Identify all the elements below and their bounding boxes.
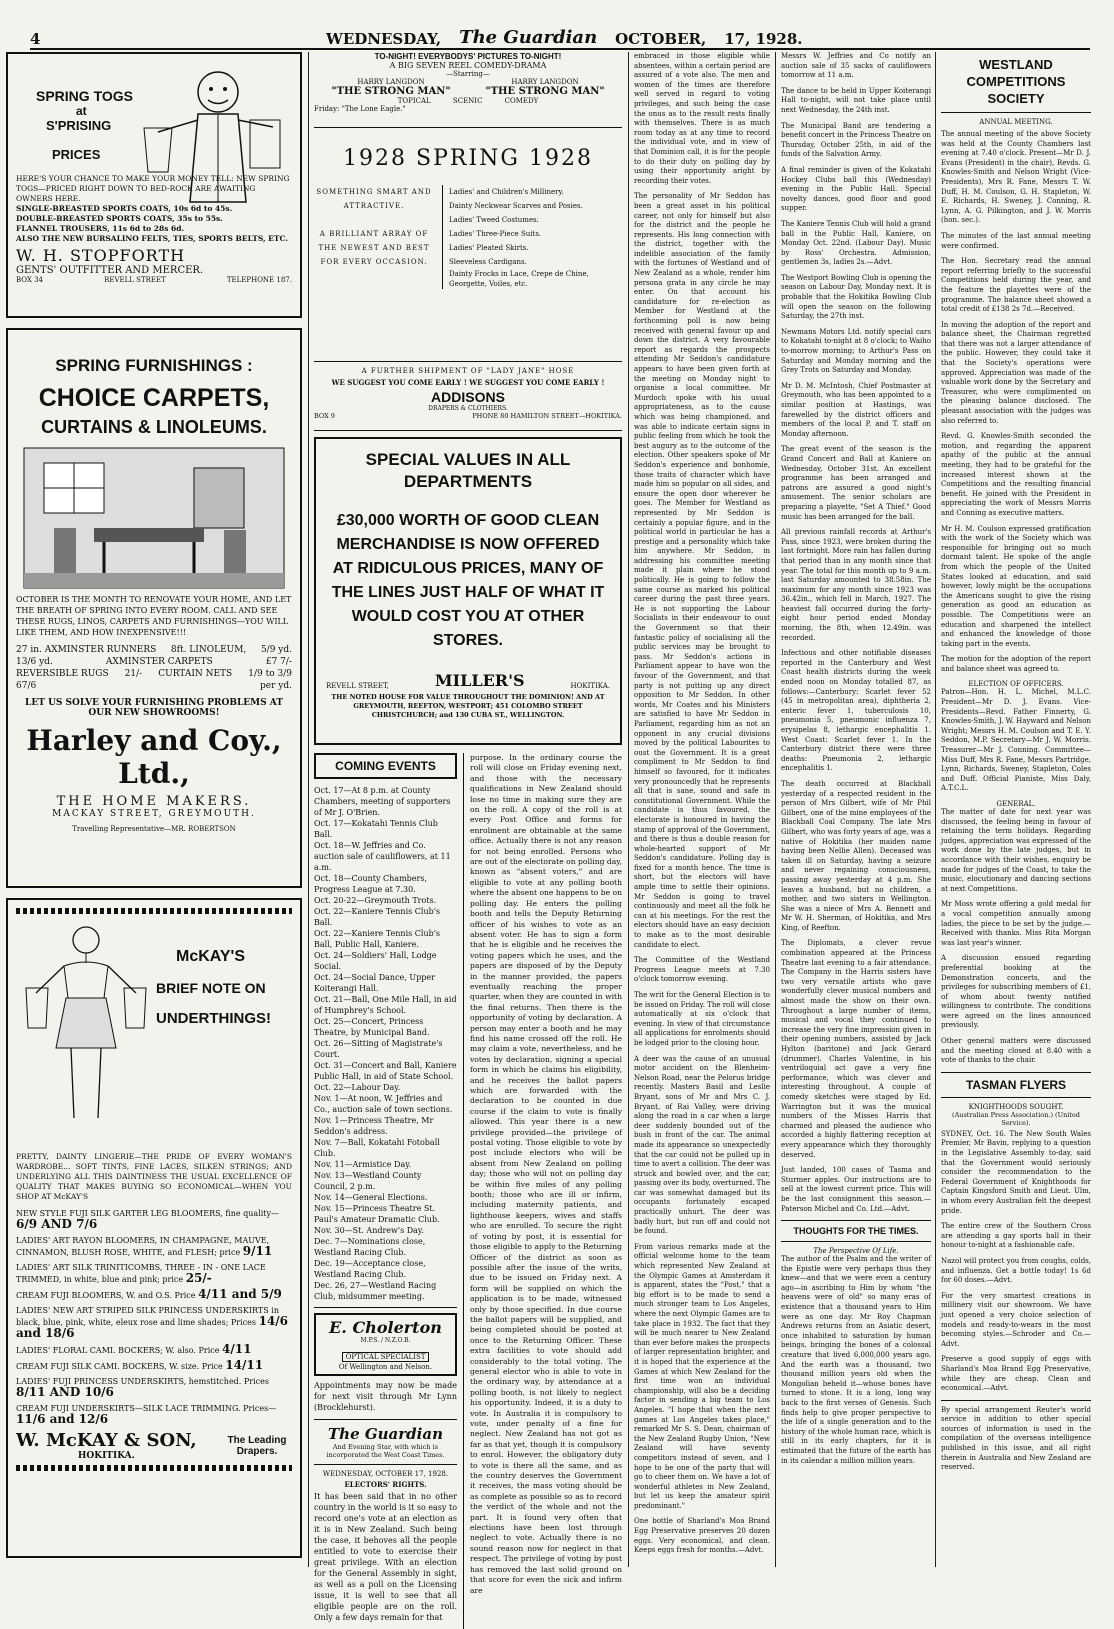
- ad-town: HOKITIKA.: [570, 682, 610, 690]
- price-value: 5/9 yd.: [260, 645, 292, 655]
- ad-telephone: TELEPHONE 187.: [226, 276, 292, 284]
- border-pattern: [16, 1465, 292, 1471]
- ad-heading: UNDERTHINGS!: [156, 1010, 271, 1027]
- ad-footer: THE NOTED HOUSE FOR VALUE THROUGHOUT THE DOMINION! AND AT GREYMOUTH, REEFTON, WESTPORT; 451 COLOMBO STREET CHRISTCHURCH; and 130 CUBA ST., WELLINGTON.: [331, 693, 605, 719]
- ad-starring: —Starring—: [446, 70, 490, 78]
- ad-body: Appointments may now be made for next visit through Mr Lynn (Brocklehurst).: [314, 1381, 457, 1412]
- film-title: "THE STRONG MAN": [485, 86, 605, 97]
- ad-heading: S'PRISING: [46, 118, 112, 133]
- article-body: For the very smartest creations in millinery visit our showroom. We have just opened a very choice selection of models and ready-to-wears in the most becoming styles.—Schroder and Co.—Advt.: [941, 1291, 1091, 1348]
- product-item: [16, 1208, 292, 1231]
- article-body: The minutes of the last annual meeting were confirmed.: [941, 231, 1091, 250]
- article-body: Nazol will protect you from coughs, colds, and influenza. Get a bottle today! 1s 6d for 60 doses.—Advt.: [941, 1256, 1091, 1285]
- column-news-1: [634, 52, 770, 1567]
- column-coming-events: [314, 753, 464, 1629]
- ad-pictures: [314, 52, 622, 122]
- column-rule: [628, 52, 629, 1567]
- article-body: The author of the Psalm and the writer of the Epistle were very perhaps thus they knew—and that we were even a century ago—in ascribing to Him by whom "the heavens were of old" so many eras of existence that a thousand years to Him were as one day. Mr Roy Chapman Andrews returns from an Asiatic desert, once inhabited to saturation by human beings, bringing the bones of a colossal creature that lived 6,000,000 years ago. And the earth was a thousand, two thousand million years old when the Mongolian beheld it—whose bones have turned to stone. It is a long, long way back to the first verses of Genesis. Such finds help to give proper perspective to the life of a single generation and to the history of the whole human race, which is still in its early chapters, for it is estimated that the future of the earth has in its calendar a million million years.: [781, 1255, 931, 1465]
- article-body: The Kaniere Tennis Club will hold a grand ball in the Public Hall, Kaniere, on Monday Oct. 22nd. (Labour Day). Music by Ross' Orchestra. Admission, gentlemen 3s, ladies 2s.—Advt.: [781, 219, 931, 267]
- ad-item: Ladies' and Children's Millinery.: [449, 188, 564, 196]
- divider: [781, 1220, 931, 1221]
- ad-box: BOX 34: [16, 276, 44, 284]
- ad-line: FLANNEL TROUSERS, 11s 6d to 28s 6d.: [16, 224, 185, 233]
- article-subheading: The Perspective Of Life.: [813, 1247, 899, 1256]
- ad-role: OPTICAL SPECIALIST: [342, 1352, 430, 1362]
- price-list: [16, 644, 292, 692]
- product-desc: LADIES' NEW ART STRIPED SILK PRINCESS UNDERSKIRTS in black, blue, pink, white, eleux rose and lime shades; Prices: [16, 1306, 280, 1327]
- article-subheading: ELECTION OF OFFICERS.: [968, 680, 1064, 689]
- divider: [941, 112, 1091, 113]
- event-item: Oct. 20-22—Greymouth Trots.: [314, 896, 437, 905]
- ad-shop-name: ADDISONS: [431, 389, 505, 405]
- ad-text: A BRILLIANT ARRAY OF THE NEWEST AND BEST FOR EVERY OCCASION.: [318, 230, 430, 266]
- ad-mckay: [6, 898, 302, 1558]
- divider: [941, 1097, 1091, 1098]
- editorial-body: It has been said that in no other country in the world is it so easy to record one's vote at an election as it is in New Zealand. Such being the case, it behoves all the people entitled to vote to exercise their great privilege. With an election for the General Assembly in sight, as well as a poll on the Licensing issue, it is well to see that all eligible people are on the roll. Only a few days remain for that: [314, 1492, 458, 1622]
- ad-text: WE SUGGEST YOU COME EARLY ! WE SUGGEST YOU COME EARLY !: [331, 378, 605, 387]
- event-item: Oct. 24—Soldiers' Hall, Lodge Social.: [314, 951, 437, 971]
- event-item: Dec. 7—Nominations close, Westland Racing Club.: [314, 1237, 426, 1257]
- border-pattern: [16, 908, 292, 914]
- article-body: From various remarks made at the official welcome home to the team which represented New Zealand at the Olympic Games at Amsterdam it is apparent, states the "Post," that a big effort is to be made to send a much stronger team to Los Angeles, where the next Olympic Games are to take place in 1932. The fact that they will be much nearer to New Zealand than ever before makes the prospects of larger representation brighter, and it is hoped that the experience at the Games at which New Zealand for the first time won an individual championship, will also be a deciding factor in sending a big team to Los Angeles. "I hope that when the next games at Los Angeles takes place," remarked Mr S. S. Dean, chairman of the New Zealand Rugby Union, "New Zealand will have seventy competitors instead of seven, and I hope to be one of the party that will go to cheer them on. We have a lot of wonderful athletes in New Zealand, but let us keep the amateur spirit predominant.": [634, 1242, 770, 1510]
- article-body: The Committee of the Westland Progress League meets at 7.30 o'clock tomorrow evening.: [634, 956, 770, 984]
- ad-heading: 1928 SPRING 1928: [343, 146, 593, 171]
- column-rule: [308, 52, 309, 1567]
- article-body: embraced in those eligible while absentees, within a certain period are assured of a vote also. The men and women of the times are therefore well served in regard to voting privileges, and such being the case the onus as to the result rests finally with themselves. There is as much room today as at any time to record the individual vote, and in view of that Dominion call, it is for the people to do their duty on polling day by using their opportunity aright by recording their votes.: [634, 52, 770, 185]
- article-body: Patron—Hon. H. L. Michel, M.L.C. President—Mr D. J. Evans. Vice-Presidents—Revd. Father Finnerty, G. Knowles-Smith, J. W. Hayward and Nelson Wright; Messrs H. M. Coulson and T. E. Y. Seddon, M.P. Secretary—Mr J. W. Morris. Treasurer—Mr J. Conning. Committee—Miss Duff, Mrs R. Fane, Messrs Partridge, Lynn, Richards, Sweney, Stapleton, Coles and Duff. Official Pianiste, Miss Daly, A.T.C.L.: [941, 688, 1091, 793]
- column-rule: [775, 52, 776, 1567]
- price-value: 13/6 yd.: [16, 657, 53, 667]
- product-item: [16, 1305, 292, 1340]
- ad-millers-address: [326, 671, 610, 690]
- product-list: [16, 1208, 292, 1426]
- ad-heading: SPRING TOGS: [36, 88, 133, 104]
- event-item: Oct. 18—W. Jeffries and Co. auction sale of cauliflowers, at 11 a.m.: [314, 841, 451, 872]
- price-value: 21/-: [124, 669, 143, 679]
- product-desc: CREAM FUJI BLOOMERS, W. and O.S. Price: [16, 1291, 196, 1300]
- price-unit: per yd.: [260, 681, 292, 691]
- event-item: Oct. 17—At 8 p.m. at County Chambers, meeting of supporters of Mr J. O'Brien.: [314, 786, 451, 817]
- ad-mckay-footer: [16, 1430, 292, 1461]
- ad-town: HOKITIKA.: [77, 1451, 135, 1461]
- event-item: Nov. 15—Princess Theatre St. Paul's Amateur Dramatic Club.: [314, 1204, 440, 1224]
- article-body: Other general matters were discussed and the meeting closed at 8.40 with a vote of thanks to the chair.: [941, 1037, 1091, 1065]
- divider: [941, 1400, 1091, 1401]
- ad-addisons-foot: [314, 367, 622, 425]
- ad-shop-name: MILLER'S: [434, 671, 525, 690]
- ad-shop-name: W. McKAY & SON,: [16, 1430, 197, 1451]
- editorial-heading: ELECTORS' RIGHTS.: [344, 1480, 427, 1489]
- event-item: Oct. 31—Concert and Ball, Kaniere Public Hall, in aid of State School.: [314, 1061, 457, 1081]
- product-price: 9/11: [242, 1244, 273, 1258]
- ad-friday: Friday: "The Lone Eagle.": [314, 105, 406, 113]
- event-item: Oct. 21—Ball, One Mile Hall, in aid of Humphrey's School.: [314, 995, 457, 1015]
- article-headline: TASMAN FLYERS: [965, 1077, 1066, 1092]
- event-item: Oct. 22—Labour Day.: [314, 1083, 401, 1092]
- product-price: 4/11: [222, 1342, 252, 1356]
- product-desc: LADIES' FUJI PRINCESS UNDERSKIRTS, hemstitched. Prices: [16, 1377, 269, 1386]
- column-rule: [935, 52, 936, 1567]
- column-news-3: [941, 52, 1091, 1567]
- ad-cholerton: [314, 1313, 457, 1376]
- price-item: REVERSIBLE RUGS: [16, 669, 109, 679]
- article-body: The matter of date for next year was discussed, the feeling being in favour of retaining the term holidays. Regarding judges, appreciation was expressed of the work done by the late judges, but in accordance with their wishes, enquiry be made for judges of the Coast, to take the music, elocutionary and dancing sections at next Competitions.: [941, 808, 1091, 893]
- product-price: 11/6 and 12/6: [16, 1412, 109, 1426]
- product-price: 14/6 and 18/6: [16, 1314, 288, 1340]
- article-body: In moving the adoption of the report and balance sheet, the Chairman regretted that there was not a larger attendance of the public. However, they could take it that the Society's operations were approved. Appreciation was made of the valuable work done by the Secretary and Treasurer, who were complimented on the pleasing balance disclosed. The pleasant association with the judges was also referred to.: [941, 320, 1091, 425]
- ad-millers: [314, 437, 622, 745]
- column-editorial-cont: [464, 753, 622, 1629]
- ad-footer: [16, 276, 292, 284]
- article-body: SYDNEY, Oct. 16. The New South Wales Premier, Mr Bavin, replying to a question in the Legislative Assembly to-day, said that the Government would seriously consider the recommendation to the Federal Government of Knighthoods for Captain Kingsford Smith and Lieut. Ulm, in whom every Australian felt the deepest pride.: [941, 1129, 1091, 1215]
- ad-addisons-items: [442, 185, 622, 289]
- event-item: Nov. 30—St. Andrew's Day.: [314, 1226, 424, 1235]
- ad-heading: £30,000 WORTH OF GOOD CLEAN MERCHANDISE IS NOW OFFERED AT RIDICULOUS PRICES, MANY OF THE LINES JUST HALF OF WHAT IT WOULD COST YOU AT OTHER STORES.: [331, 512, 605, 649]
- article-source: (Australian Press Association.) (United Service).: [952, 1110, 1080, 1127]
- column-ads-left: [6, 52, 302, 1567]
- article-body: Just landed, 100 cases of Tasma and Sturmer apples. Our instructions are to sell at the lowest current price. This will be the last consignment this season.—Paterson Michel and Co. Ltd.—Advt.: [781, 1166, 931, 1213]
- ad-body: HERE'S YOUR CHANCE TO MAKE YOUR MONEY TELL: NEW SPRING TOGS—PRICED RIGHT DOWN TO BED-ROCK ARE AWAITING OWNERS HERE.: [16, 174, 290, 203]
- article-body: A final reminder is given of the Kokatahi Hockey Clubs ball this (Wednesday) evening in the Public Hall. Special novelty dances, good floor and good supper.: [781, 165, 931, 213]
- product-item: [16, 1344, 292, 1356]
- event-item: Oct. 24—Social Dance, Upper Koiterangi Hall.: [314, 973, 435, 993]
- article-body: The death occurred at Blackball yesterday of a respected resident in the person of Mrs Gilbert, wife of Mr Phil Gilbert, one of the mine employees of the Blackball Coal Company. The late Mrs Gilbert, who was forty years of age, was a native of Hokitika (her maiden name having been Nellie Allen). Deceased was taken ill on Saturday, having a seizure and never regaining consciousness, passing away yesterday at 4 p.m. She leaves a husband, but no children, a mother, and two sisters in Wellington. She was a niece of Mrs A. Bennett and Mr W. H. Sherman, of Hokitika, and Mrs King, of Reefton.: [781, 779, 931, 932]
- event-item: Oct. 18—County Chambers, Progress League at 7.30.: [314, 874, 427, 894]
- article-body: Preserve a good supply of eggs with Sharland's Moa Brand Egg Preservative, while they are cheap. Clean and economical.—Advt.: [941, 1355, 1091, 1393]
- product-item: [16, 1360, 292, 1372]
- article-body: The Westport Bowling Club is opening the season on Labour Day, Monday next. It is probable that the Hokitika Bowling Club will open the season on the following Saturday, the 27th inst.: [781, 273, 931, 321]
- event-item: Oct. 22—Kaniere Tennis Club's Ball.: [314, 907, 441, 927]
- event-item: Dec. 19—Acceptance close, Westland Racing Club.: [314, 1259, 426, 1279]
- ad-mckay-headings: [156, 918, 292, 1128]
- ad-text: Of Wellington and Nelson.: [338, 1363, 433, 1371]
- ad-addisons-left: [314, 185, 442, 289]
- events-list: [314, 785, 457, 1302]
- column-news-2: [781, 52, 931, 1567]
- ad-representative: Travelling Representative—MR. ROBERTSON: [72, 825, 236, 833]
- actor-name: HARRY LANGDON: [357, 78, 425, 86]
- price-value: 67/6: [16, 681, 37, 691]
- salesman-illustration: [138, 62, 288, 212]
- article-body: Infectious and other notifiable diseases reported in the Canterbury and West Coast health districts during the week ended noon on Monday totalled 87, as follows:—Canterbury: Scarlet fever 52 (45 in metropolitan area), diphtheria 2, enteric fever 1, tuberculosis 10, pneumonia 5, pneumonic influenza 7, erysipelas 8, lethargic encephalitis 1. West Coast: Scarlet fever 1. In the Canterbury district there were three deaths: Pneumonia 2, lethargic encephalitis 1.: [781, 649, 931, 773]
- centre-lower: [314, 753, 622, 1629]
- article-body: A deer was the cause of an unusual motor accident on the Blenheim-Nelson Road, near the Pelorus bridge recently. Masters Basil and Leslie Bryant, sons of Mr and Mrs C. J. Bryant, of Rai Valley, were driving along the road in a car when a large deer suddenly bounded out of the bush in front of the car. The animal made its appearance so unexpectedly that the car could not be pulled up in time to avert a collision. The deer was struck and bowled over, and the car, passing over its body, overturned. The car was somewhat damaged but its occupants fortunately escaped practically unhurt. The deer was badly hurt, but ran off and could not be found.: [634, 1054, 770, 1236]
- ad-films: [314, 86, 622, 97]
- section-heading: THOUGHTS FOR THE TIMES.: [793, 1226, 919, 1237]
- ad-addisons: [314, 146, 622, 356]
- lingerie-model-illustration: [16, 918, 156, 1128]
- ad-heading: McKAY'S: [176, 948, 246, 965]
- ad-footer: [314, 412, 622, 420]
- ad-programme: TOPICAL SCENIC COMEDY: [397, 97, 539, 105]
- ad-shop-sub: THE HOME MAKERS.: [56, 794, 252, 809]
- ad-item: Ladies' Pleated Skirts.: [449, 244, 529, 252]
- article-body: Mr D. M. McIntosh, Chief Postmaster at Greymouth, who has been appointed to a similar position at Hastings, was farewelled by the district officers and members of the local P. and T. staff on Monday afternoon.: [781, 381, 931, 438]
- article-body: purpose. In the ordinary course the roll will close on Friday evening next, and those with the necessary qualifications in New Zealand should lose no time in making sure they are on the roll. A copy of the roll is at every Post Office and forms for enrolment are obtainable at the same office. Actually there is not any reason for not being enrolled. Persons who are out of the electorate on polling day, known as "absent voters," and are eligible to vote at any polling booth where the absent one happens to be on polling day. He enters the polling booth and tells the Deputy Returning officer of his wishes to vote as an absent voter. He has to sign a form that he is eligible and he receives the voting papers which he uses, and the papers are disposed of by the Deputy in the manner provided, the papers eventually reaching the proper quarter, when they are counted in with the final returns. Then there is the opportunity of voting by declaration. A person may enter a booth and he may find his name crossed off the roll. He may claim a vote, nevertheless, and he votes by declaration, signing a special form in which he claims his eligibility, and he receives the ballot papers which are forwarded with the declaration to be counted in due course if the claim to vote is finally allowed. This year there is a new privilege provided—the privilege of postal voting. Those eligible to vote by post include electors who will be absent from New Zealand on polling day; those who will not on polling day be within five miles of any polling booth; those who are ill or infirm, including maternity patients, and lighthouse keepers, wives and staffs who are enrolled. To secure the right of voting by post, it is essential for those eligible to apply to the Returning Officer of the district as soon as possible after the issue of the writs, due to be issued on Friday next. A form will be supplied on which the application is to be made, witnessed only by those specified. In due course the ballot papers will be supplied, and being completed should be posted at once to the Returning Officer. These extra facilities to vote should add considerably to the total voting. The general elector who is able to vote in the ordinary way, by attendance at a polling booth, is not likely to neglect his opportunity. Indeed, it is a duty to vote. In Australia it is compulsory to vote, under penalty of a fine for neglect. New Zealand has not got as far as that yet, though it is compulsory to enrol. However, the obligatory duty to vote is there all the same, and as the country deserves the Government it receives, the mass voting should be as complete as possible so as to record the verdict of the whole and not the part. It is found very often that elections have been lost through neglect to vote. Actually there is no sound reason now for neglect in that respect. The privilege of voting by post has removed the last solid ground on that score for even the sick and infirm are: [470, 753, 622, 1595]
- article-body: The writ for the General Election is to be issued on Friday. The roll will close automatically at six o'clock that evening. In view of that circumstance all applications for enrolments should be lodged prior to the closing hour.: [634, 991, 770, 1047]
- price-item: AXMINSTER CARPETS: [105, 657, 213, 667]
- article-body: One bottle of Sharland's Moa Brand Egg Preservative preserves 20 dozen eggs. Very economical, and clean. Keeps eggs fresh for months.—Advt.: [634, 1517, 770, 1555]
- article-body: Newmans Motors Ltd. notify special cars to Kokatahi to-night at 8 o'clock; to Waiho to-morrow morning; to Arthur's Pass on Saturday and Monday morning and the Grey Trots on Saturday and Monday.: [781, 327, 931, 375]
- article-subheading: GENERAL.: [996, 800, 1036, 808]
- event-item: Nov. 14—General Elections.: [314, 1193, 428, 1202]
- ad-item: Dainty Frocks in Lace, Crepe de Chine, Georgette, Voiles, etc.: [449, 270, 589, 288]
- ad-text: SOMETHING SMART AND ATTRACTIVE.: [316, 188, 432, 210]
- divider: [314, 127, 622, 128]
- ad-heading: CURTAINS & LINOLEUMS.: [41, 417, 267, 437]
- ad-shop-name: Harley and Coy., Ltd.,: [26, 724, 282, 790]
- divider: [314, 430, 622, 431]
- masthead-day: WEDNESDAY,: [326, 30, 442, 48]
- masthead-paper-name: The Guardian: [459, 27, 598, 48]
- ad-address: MACKAY STREET, GREYMOUTH.: [52, 809, 256, 819]
- price-value: 1/9 to 3/9: [248, 669, 292, 679]
- ad-item: Ladies' Three-Piece Suits.: [449, 230, 542, 238]
- ad-harley: [6, 328, 302, 888]
- ad-sub: A BIG SEVEN REEL COMEDY-DRAMA: [389, 61, 547, 70]
- ad-tagline: The Leading Drapers.: [227, 1434, 287, 1457]
- event-item: Dec. 26, 27—Westland Racing Club, midsummer meeting.: [314, 1281, 437, 1301]
- divider: [941, 1072, 1091, 1073]
- product-item: [16, 1376, 292, 1399]
- product-price: 14/11: [225, 1358, 264, 1372]
- article-body: By special arrangement Reuter's world service in addition to other special sources of information is used in the compilation of the overseas intelligence published in this issue, and all right therein in Australia and New Zealand are reserved.: [941, 1405, 1091, 1472]
- ad-item: Dainty Neckwear Scarves and Posies.: [449, 202, 583, 210]
- ad-stars: [314, 78, 622, 86]
- article-headline: WESTLAND COMPETITIONS SOCIETY: [966, 57, 1066, 106]
- masthead-date: 17, 1928.: [724, 30, 803, 48]
- event-item: Oct. 25—Concert, Princess Theatre, by Municipal Band.: [314, 1017, 430, 1037]
- event-item: Nov. 1—Princess Theatre, Mr Seddon's address.: [314, 1116, 434, 1136]
- divider: [781, 1241, 931, 1242]
- ad-addisons-body: [314, 185, 622, 289]
- article-body: The motion for the adoption of the report and balance sheet was agreed to.: [941, 655, 1091, 673]
- price-value: £7 7/-: [265, 657, 292, 667]
- film-title: "THE STRONG MAN": [331, 86, 451, 97]
- article-body: The Municipal Band are tendering a benefit concert in the Princess Theatre on Thursday, October 25th, in aid of the funds of the Salvation Army.: [781, 121, 931, 159]
- event-item: Oct. 22—Kaniere Tennis Club's Ball, Public Hall, Kaniere.: [314, 929, 441, 949]
- article-body: The great event of the season is the Grand Concert and Ball at Kaniere on Wednesday, October 31st. An excellent programme has been arranged and patrons are assured a good night's amusement. The senior scholars are preparing a playette, "Set A Thief." Good music has been arranged for the ball.: [781, 445, 931, 521]
- event-item: Oct. 26—Sitting of Magistrate's Court.: [314, 1039, 443, 1059]
- event-item: Nov. 7—Ball, Kokatahi Fotoball Club.: [314, 1138, 440, 1158]
- ad-quals: M.P.S. / N.Z.O.B.: [360, 1337, 411, 1344]
- ad-box: BOX 9: [314, 412, 335, 420]
- ad-item: Ladies' Tweed Costumes.: [449, 216, 539, 224]
- product-desc: LADIES' FLORAL CAMI. BOCKERS; W. also. Price: [16, 1346, 220, 1355]
- paper-subtitle: And Evening Star, with which is incorporated the West Coast Times.: [326, 1443, 445, 1459]
- ad-heading: SPECIAL VALUES IN ALL DEPARTMENTS: [365, 450, 571, 491]
- price-item: CURTAIN NETS: [158, 669, 233, 679]
- ad-slogan: LET US SOLVE YOUR FURNISHING PROBLEMS AT OUR NEW SHOWROOMS!: [25, 698, 283, 718]
- article-body: The annual meeting of the above Society was held at the County Chambers last evening at 7.40 o'clock. Present—Mr D. J. Evans (President) in the chair), Revds. G. Knowles-Smith and Nelson Wright (Vice-Presidents), Mrs R. Fane, Messrs T. W. Duff, H. M. Coulson, G. H. Stapleton, W. E. Richards, H. Sweney, J. Conning, R. Lynn, A. G. Pilkington, and J. W. Morris (hon. sec.).: [941, 130, 1091, 225]
- dateline: WEDNESDAY, OCTOBER 17, 1928.: [322, 1470, 449, 1478]
- product-desc: CREAM FUJI SILK CAMI. BOCKERS, W. size. Price: [16, 1362, 223, 1371]
- ad-heading: TO-NIGHT! EVERYBODYS' PICTURES TO-NIGHT!: [374, 52, 562, 61]
- page-number: 4: [30, 30, 41, 48]
- ad-line: DOUBLE-BREASTED SPORTS COATS, 35s to 55s.: [16, 214, 223, 223]
- masthead-month: OCTOBER,: [615, 30, 707, 48]
- article-body: The Diplomats, a clever revue combination appeared at the Princess Theatre last evening to a fair attendance. The Company in the Harris sisters have two very versatile artists who gave wonderfully clever musical numbers and almost made the show on their own. Throughout a large number of items, musical and vocal they continued to increase the very fine impression given in their opening numbers, assisted by Jack Hylton (baritone) and Jack Gerard (drummer). Charles Valentine, in his ventriloquial act gave a very fine performance, which was clever and interesting throughout. A couple of comedy sketches were staged by Ed. Warrington but it was the musical numbers of the Misses Harris that charmed and pleased the audience who accorded a highly flattering reception at every appearance which they thoroughly deserved.: [781, 939, 931, 1159]
- ad-street: REVELL STREET,: [326, 682, 389, 690]
- product-desc: LADIES' ART RAYON BLOOMERS, IN CHAMPAGNE, MAUVE, CINNAMON, BLUSH ROSE, WHITE, and FLESH; price: [16, 1236, 270, 1257]
- divider: [314, 1419, 457, 1420]
- article-body: A discussion ensued regarding preferential booking at the Demonstration concerts, and the privileges for subscribing members of £1, of whom about twenty notified willingness to contribute. The conditions were agreed on the lines announced previously.: [941, 954, 1091, 1030]
- ad-mckay-top: [16, 918, 292, 1128]
- divider: [314, 1307, 457, 1308]
- ad-street: REVELL STREET: [104, 276, 166, 284]
- event-item: Oct. 17—Kokatahi Tennis Club Ball.: [314, 819, 438, 839]
- ad-shop-name: W. H. STOPFORTH: [16, 246, 186, 265]
- ad-shop-name: E. Cholerton: [329, 1318, 442, 1337]
- ad-item: Sleeveless Cardigans.: [449, 258, 527, 266]
- masthead: [30, 26, 1090, 50]
- article-body: The personality of Mr Seddon has been a great asset in his political career, not only for himself but also for the district and the people he represents. His long connection with the district, together with the indelible association of the family with the fortunes of Westland and of New Zealand as a whole, render him persona grata in any circle he may enter. On that account his candidature for re-election as Member for Westland at the forthcoming poll is now being received with general favour up and down the district. A very favourable report as regards the prospects attending Mr Seddon's candidature appears to have been given forth at the meeting on Monday night to organise a local committee. Mr Murdoch spoke with his usual appropriateness, as to the cause which was being championed, and was able to indicate certain signs in public feeling from which he took the best augury as to the outcome of the election. Other speakers spoke of Mr Seddon's experience and bonhomie, those traits of character which have made him so popular on all sides, and ensure the open door wherever he goes. The Member for Westland as represented by Mr Seddon is certainly a popular figure, and in the political world in particular he has a prestige and a personality which take him anywhere. Mr Seddon, in addressing his committee meeting made it plain where he stood politically. He is going to follow the same course as marked his political career during the past three years. He is not supporting the Labour Socialists in their endeavour to oust the Government so that their fantastic policy of socialising all the public services may be brought to pass. Mr Seddon's actions in Parliament appear to have won the favour of the Government, and that party is not putting up any direct opposition to Mr Seddon. In other words, Mr Coates and his Ministers are satisfied to have Mr Seddon in Parliament, regarding him as not an opponent in any crucial divisions moved by the political Labourites to oust the Government. It is a great compliment to Mr Seddon to find himself so favoured, for it indicates very pronouncedly that he represents all that is sane, sound and safe in constitutional Government. While the candidate is thus favoured, the electorate is honoured in having the stamp of approval of the Government, and there is thus a double reason for whole-hearted support of Mr Seddon's candidature. Polling day is fixed for a month hence. The time is short, but the electors will have ample time to settle their opinions. Mr Seddon is going to travel continuously and meet all the folk he can at his meetings. For the rest the electors should have an easy decision to make as to the most desirable candidate to elect.: [634, 192, 770, 949]
- section-heading: COMING EVENTS: [314, 753, 457, 779]
- actor-name: HARRY LANGDON: [511, 78, 579, 86]
- article-body: The entire crew of the Southern Cross are attending a gay sports ball in their honour to-night at a fashionable cafe.: [941, 1222, 1091, 1250]
- ad-body: PRETTY, DAINTY LINGERIE—THE PRIDE OF EVERY WOMAN'S WARDROBE... SOFT TINTS, FINE LACES, SILKEN STRINGS; AND UNDERLYING ALL THIS DAINTINESS THE USUAL EXCELLENCE OF QUALITY THAT MAKES BUYING SO ECONOMICAL—WHEN YOU SHOP AT McKAY'S: [16, 1152, 292, 1201]
- ad-heading: PRICES: [52, 147, 101, 162]
- product-item: [16, 1289, 292, 1301]
- product-desc: CREAM FUJI UNDERSKIRTS—SILK LACE TRIMMING. Prices—: [16, 1404, 277, 1413]
- price-item: 27 in. AXMINSTER RUNNERS: [16, 645, 157, 655]
- divider: [314, 361, 622, 362]
- ad-shop-sub: DRAPERS & CLOTHIERS.: [428, 405, 508, 412]
- ad-shop-sub: GENTS' OUTFITTER AND MERCER.: [16, 265, 204, 276]
- product-item: [16, 1403, 292, 1426]
- product-price: 4/11 and 5/9: [198, 1287, 282, 1301]
- product-item: [16, 1262, 292, 1285]
- ad-phone: PHONE 80 HAMILTON STREET—HOKITIKA.: [472, 412, 622, 420]
- ad-heading: BRIEF NOTE ON: [156, 980, 266, 996]
- ad-heading: CHOICE CARPETS,: [38, 384, 270, 412]
- divider: [314, 1464, 457, 1465]
- product-price: 25/-: [185, 1271, 212, 1285]
- ad-heading: at: [76, 104, 87, 118]
- product-item: [16, 1235, 292, 1258]
- article-body: The Hon. Secretary read the annual report referring briefly to the successful Competitions held during the year, and the feature the playettes were of the programme. The balance sheet showed a total credit of £138 2s 7d.—Received.: [941, 257, 1091, 314]
- paper-title: The Guardian: [328, 1425, 443, 1443]
- event-item: Nov. 1—At noon, W. Jeffries and Co., auction sale of town sections.: [314, 1094, 453, 1114]
- ad-text: A FURTHER SHIPMENT OF "LADY JANE" HOSE: [361, 367, 575, 375]
- ad-line: ALSO THE NEW BURSALINO FELTS, TIES, SPORTS BELTS, ETC.: [16, 234, 288, 243]
- price-item: 8ft. LINOLEUM,: [170, 645, 247, 655]
- article-body: Revd. G. Knowles-Smith seconded the motion, and regarding the apparent apathy of the public at the annual meeting, they had to be grateful for the increased interest shown at the Competitions and the resulting financial benefit. He joined with the President in appreciating the work of Messrs Morris and Conning as executive matters.: [941, 432, 1091, 517]
- article-subheading: ANNUAL MEETING.: [979, 118, 1053, 126]
- product-price: 8/11 AND 10/6: [16, 1385, 114, 1399]
- article-body: Messrs W. Jeffries and Co notify an auction sale of 35 sacks of cauliflowers tomorrow at 11 a.m.: [781, 52, 931, 80]
- column-ads-centre: [314, 52, 622, 1622]
- furnished-room-illustration: [24, 448, 284, 588]
- event-item: Nov. 11—Armistice Day.: [314, 1160, 412, 1169]
- article-body: All previous rainfall records at Arthur's Pass, since 1923, were broken during the last fortnight. More rain has fallen during that period than in any month since that year. The total for this month up to 9 a.m. last Saturday amounted to 38.58in. The maximum for any month since 1923 was 36.42in., which fell in March, 1927. The heaviest fall occurred during the forty-eight hour period ended Monday morning, the 8th, when 12.49in. was recorded.: [781, 528, 931, 642]
- article-body: The dance to be held in Upper Koiterangi Hall to-night, will not take place until next Wednesday, the 24th inst.: [781, 86, 931, 114]
- ad-stopforth: [6, 52, 302, 318]
- article-body: Mr Moss wrote offering a gold medal for a vocal competition annually among ladies, the piece to be set by the judge.—Received with thanks. Miss Rita Morgan was last year's winner.: [941, 900, 1091, 947]
- product-price: 6/9 AND 7/6: [16, 1217, 98, 1231]
- event-item: Nov. 13—Westland County Council, 2 p.m.: [314, 1171, 422, 1191]
- product-desc: LADIES' ART SILK TRINITICOMBS, THREE - IN - ONE LACE TRIMMED, in white, blue and pink; price: [16, 1263, 266, 1284]
- article-subheading: KNIGHTHOODS SOUGHT.: [968, 1102, 1064, 1111]
- product-desc: NEW STYLE FUJI SILK GARTER LEG BLOOMERS, fine quality—: [16, 1209, 280, 1218]
- ad-line: SINGLE-BREASTED SPORTS COATS, 10s 6d to 45s.: [16, 204, 233, 213]
- article-body: Mr H. M. Coulson expressed gratification with the work of the Society which was responsible for bringing out so much dormant talent. He spoke of the angle from which the people of the United States looked at education, and said however, lowly might be the occupations the Americans sought to give the rising generation as good an education as possible. The Competitions were an education and sharpened the intellect and enhanced the knowledge of those taking part in the events.: [941, 524, 1091, 648]
- ad-heading: SPRING FURNISHINGS :: [55, 356, 253, 375]
- ad-body: OCTOBER IS THE MONTH TO RENOVATE YOUR HOME, AND LET THE BREATH OF SPRING INTO EVERY ROOM. CALL AND SEE THESE RUGS, LINOS, CARPETS AND FURNISHINGS—YOU WILL LIKE THEM, AND HOW INEXPENSIVE!!!: [16, 595, 292, 637]
